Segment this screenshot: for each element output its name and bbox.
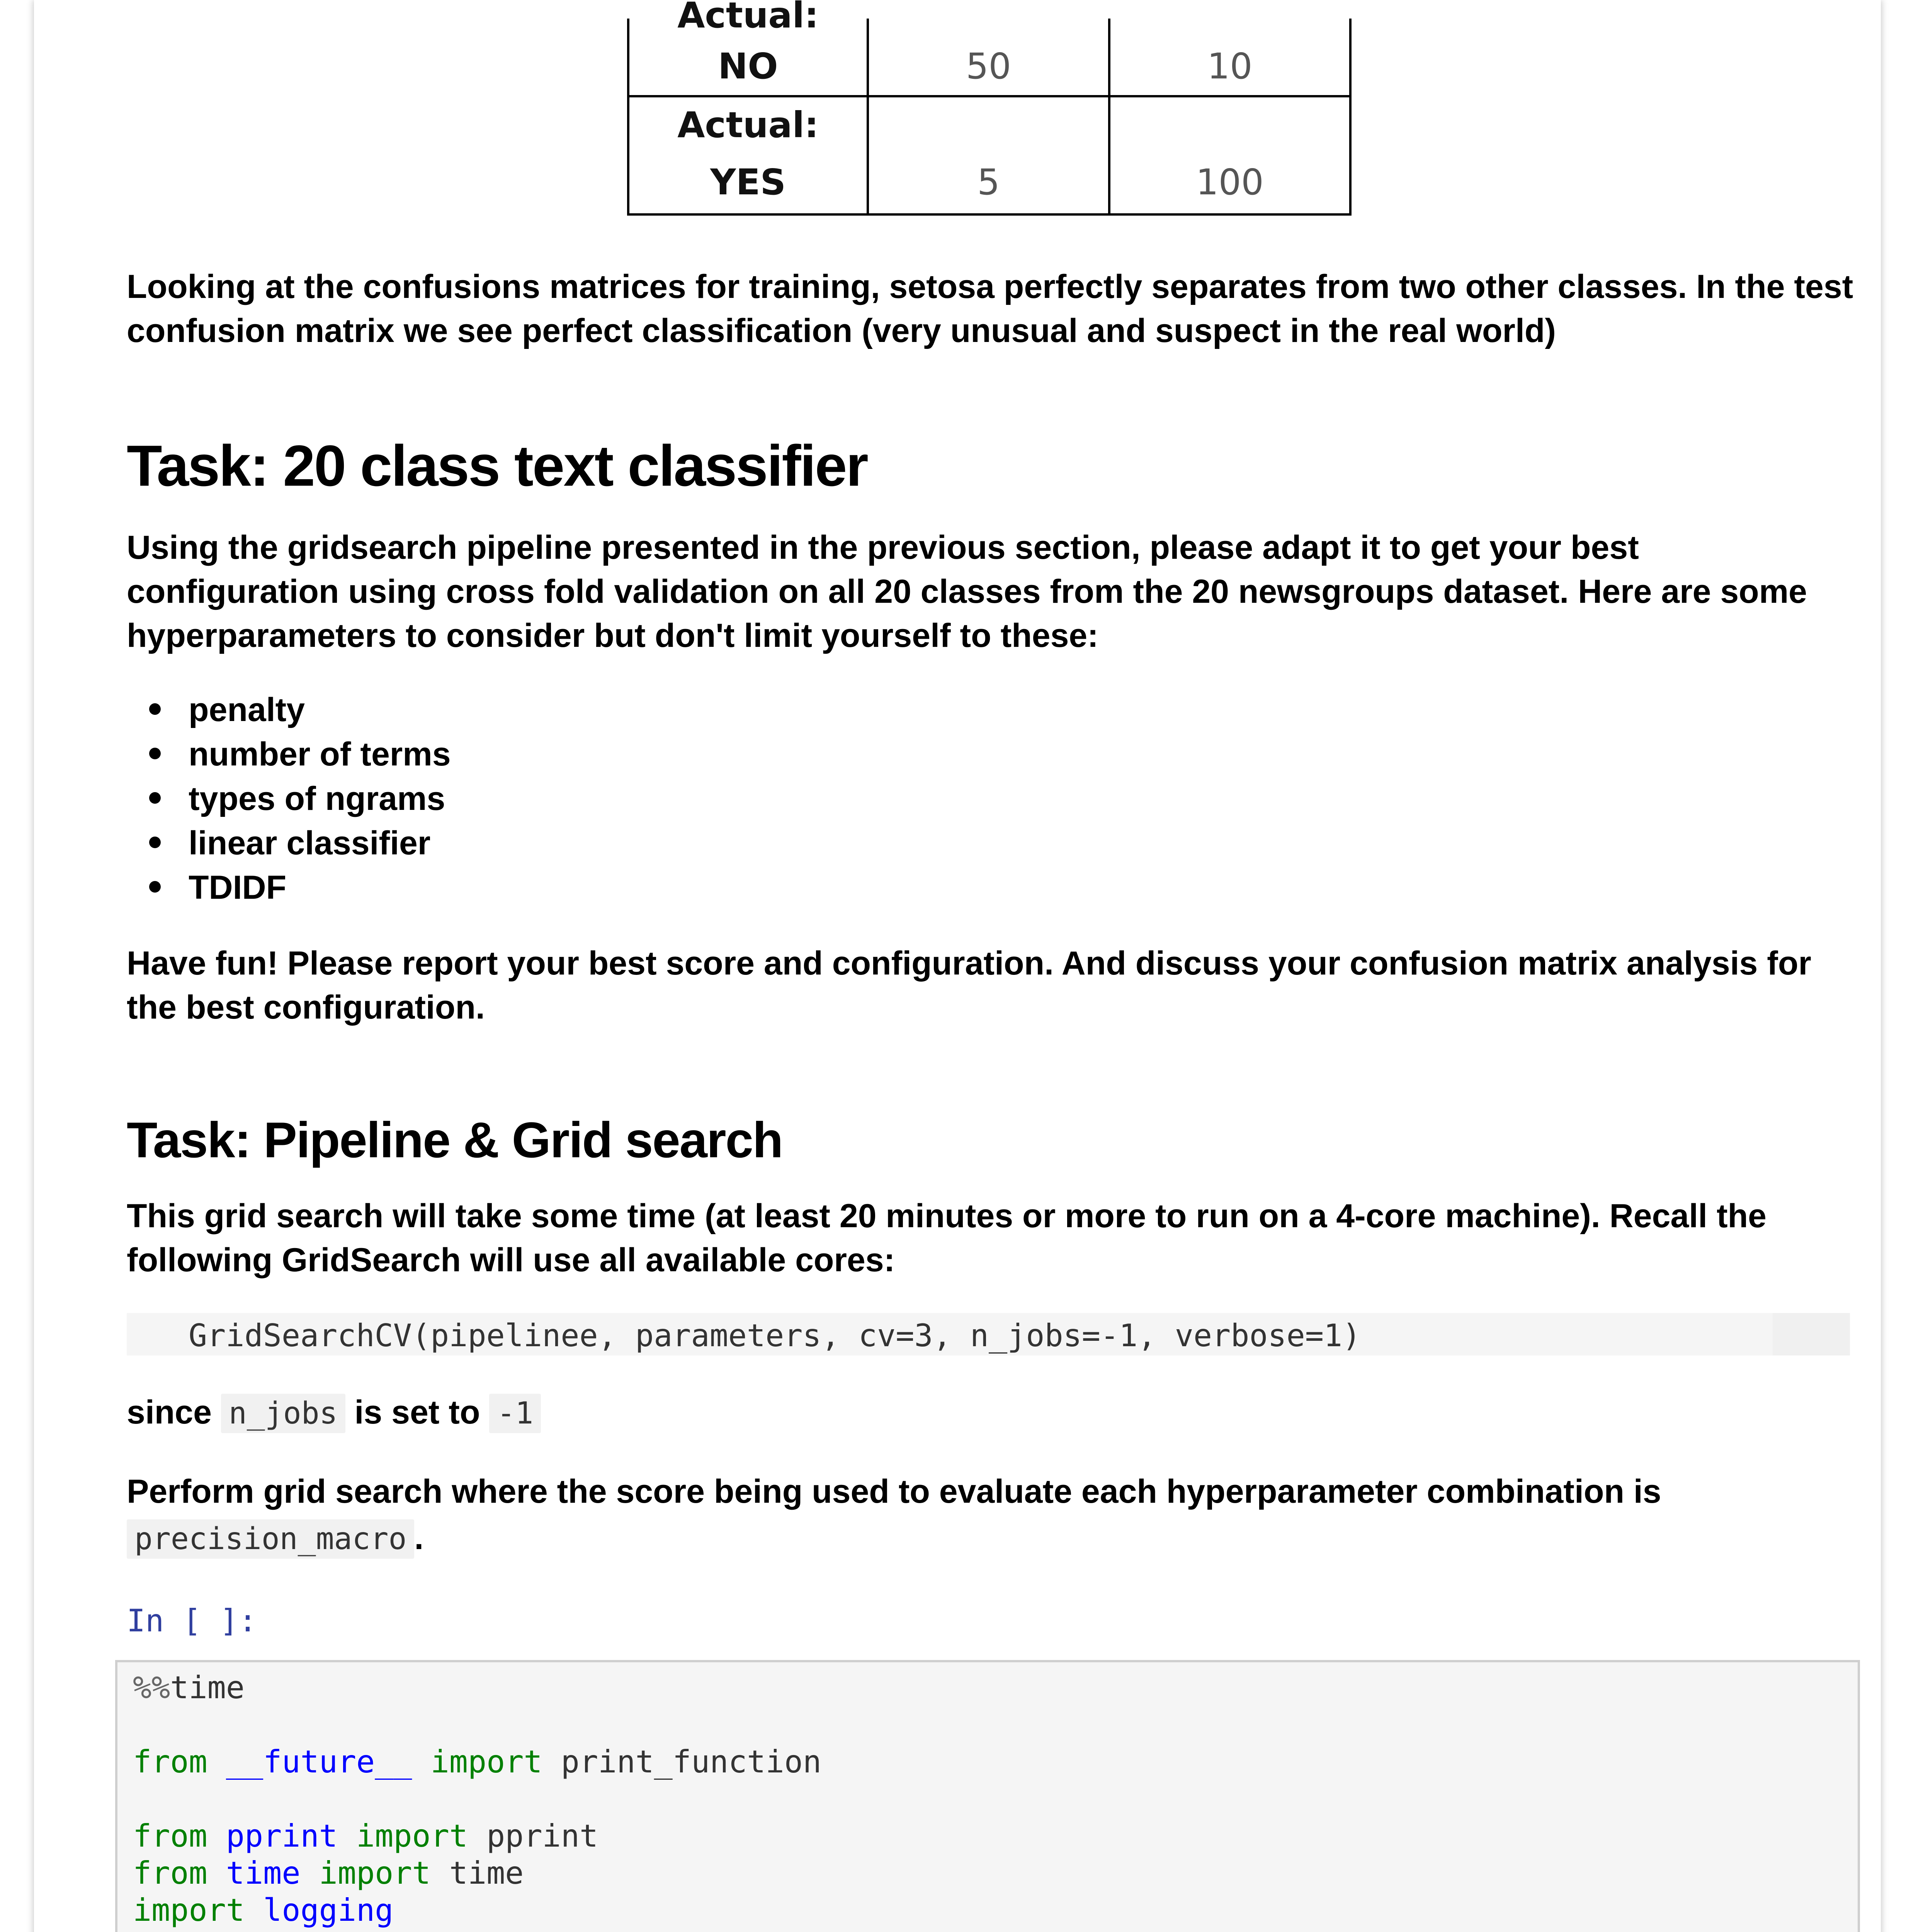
perform-paragraph <box>127 1468 1858 1562</box>
since-middle: is set to <box>354 1394 480 1431</box>
task1-outro: Have fun! Please report your best score and configuration. And discuss your confusion matrix analysis for the best configuration. <box>127 945 1811 1026</box>
list-item: linear classifier <box>127 821 451 866</box>
list-item: types of ngrams <box>127 777 451 821</box>
task1-intro: Using the gridsearch pipeline presented in the previous section, please adapt it to get your best configuration using cross fold validation on all 20 classes from the 20 newsgroups dataset. Here are some hyperparameters to consider but don't limit yourself to these: <box>127 529 1807 654</box>
confusion-row2-label-line2: YES <box>710 162 786 203</box>
confusion-cell: 50 <box>966 46 1012 87</box>
inline-code-minus-one: -1 <box>489 1394 541 1433</box>
list-item: TDIDF <box>127 866 451 910</box>
perform-suffix: . <box>414 1519 424 1556</box>
notebook-page <box>34 0 1881 1932</box>
confusion-row1-label: NO <box>718 46 778 87</box>
task1-heading: Task: 20 class text classifier <box>127 433 867 498</box>
list-item: penalty <box>127 688 451 732</box>
gridsearch-code-line: GridSearchCV(pipelinee, parameters, cv=3, n_jobs=-1, verbose=1) <box>189 1318 1361 1354</box>
cell-input-prompt: In [ ]: <box>127 1603 257 1639</box>
confusion-paragraph: Looking at the confusions matrices for training, setosa perfectly separates from two other classes. In the test confusion matrix we see perfect classification (very unusual and suspect in the real world) <box>127 268 1853 349</box>
hyperparameter-list <box>127 688 451 910</box>
since-prefix: since <box>127 1394 212 1431</box>
code-cell-source[interactable]: %%time from __future__ import print_function from pprint import pprint from time import time import logging <box>133 1670 822 1928</box>
confusion-matrix-table <box>627 0 1352 216</box>
confusion-row2-label-line1: Actual: <box>677 104 819 146</box>
gridsearch-code-block <box>127 1313 1850 1355</box>
list-item: number of terms <box>127 732 451 777</box>
code-cell[interactable] <box>115 1660 1860 1932</box>
task2-intro: This grid search will take some time (at least 20 minutes or more to run on a 4-core machine). Recall the following GridSearch will use all available cores: <box>127 1197 1766 1279</box>
since-paragraph <box>127 1390 1858 1435</box>
task2-heading: Task: Pipeline & Grid search <box>127 1112 783 1168</box>
confusion-cell: 100 <box>1196 162 1264 203</box>
perform-text: Perform grid search where the score being used to evaluate each hyperparameter combination is <box>127 1473 1661 1510</box>
confusion-cell: 5 <box>977 162 1000 203</box>
inline-code-njobs: n_jobs <box>221 1394 345 1433</box>
confusion-header-fragment: Actual: <box>677 0 819 36</box>
confusion-cell: 10 <box>1207 46 1253 87</box>
inline-code-precision-macro: precision_macro <box>127 1519 414 1559</box>
